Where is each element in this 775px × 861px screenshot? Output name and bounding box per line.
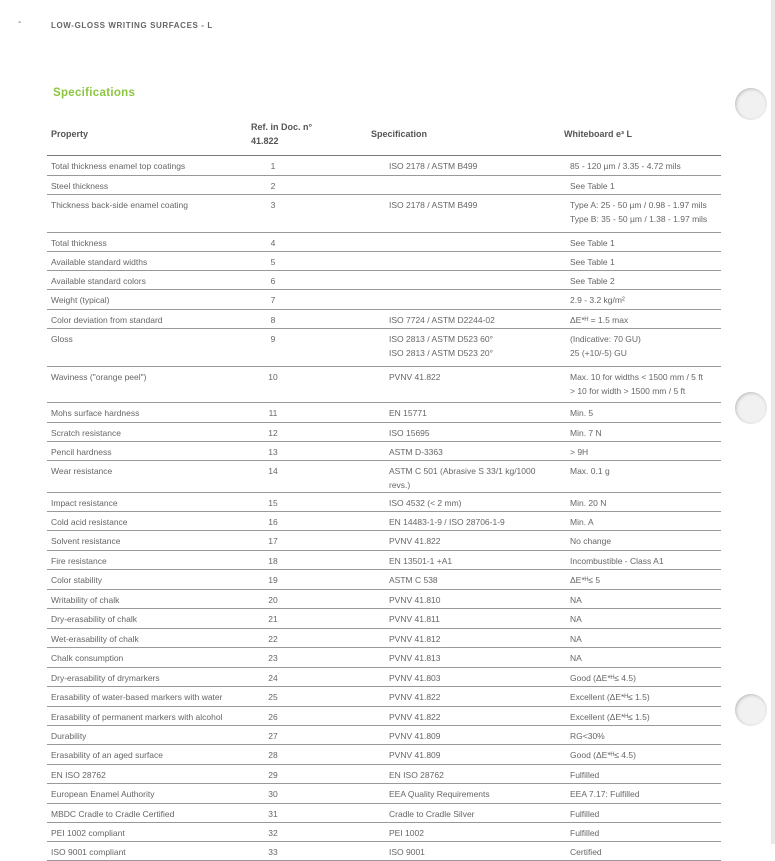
cell-value: 85 - 120 µm / 3.35 - 4.72 mils	[560, 156, 721, 176]
cell-specification: ISO 2813 / ASTM D523 60° ISO 2813 / ASTM D523 20°	[367, 329, 560, 367]
cell-specification: PVNV 41.822	[367, 367, 560, 403]
table-row	[47, 176, 721, 195]
table-row	[47, 726, 721, 745]
cell-value: Excellent (ΔE*ᴴ≤ 1.5)	[560, 687, 721, 707]
cell-ref: 28	[247, 745, 367, 765]
column-header-property: Property	[47, 113, 247, 156]
binder-hole-icon	[735, 88, 767, 120]
table-row	[47, 765, 721, 784]
cell-specification: PVNV 41.822	[367, 531, 560, 551]
cell-specification: ASTM C 501 (Abrasive S 33/1 kg/1000 revs.)	[367, 461, 560, 493]
cell-ref: 16	[247, 512, 367, 531]
table-row	[47, 823, 721, 842]
cell-ref: 7	[247, 290, 367, 310]
table-row	[47, 493, 721, 512]
cell-value: 2.9 - 3.2 kg/m²	[560, 290, 721, 310]
cell-ref: 26	[247, 707, 367, 726]
cell-value: ΔE*ᴴ = 1.5 max	[560, 310, 721, 329]
cell-value: Fulfilled	[560, 823, 721, 842]
cell-property: Available standard colors	[47, 271, 247, 290]
cell-property: Impact resistance	[47, 493, 247, 512]
cell-value: Min. 7 N	[560, 423, 721, 442]
cell-ref: 8	[247, 310, 367, 329]
document-header-title: LOW-GLOSS WRITING SURFACES - L	[51, 21, 213, 30]
table-row	[47, 609, 721, 629]
cell-ref: 25	[247, 687, 367, 707]
cell-ref: 30	[247, 784, 367, 804]
cell-property: Gloss	[47, 329, 247, 367]
table-row	[47, 784, 721, 804]
cell-ref: 23	[247, 648, 367, 668]
cell-specification: PVNV 41.811	[367, 609, 560, 629]
table-row	[47, 707, 721, 726]
cell-value: > 9H	[560, 442, 721, 461]
binder-hole-icon	[735, 392, 767, 424]
cell-value: (Indicative: 70 GU) 25 (+10/-5) GU	[560, 329, 721, 367]
cell-specification: ASTM D-3363	[367, 442, 560, 461]
table-row	[47, 842, 721, 861]
cell-value: NA	[560, 590, 721, 609]
cell-ref: 17	[247, 531, 367, 551]
cell-specification	[367, 176, 560, 195]
cell-ref: 24	[247, 668, 367, 687]
cell-ref: 15	[247, 493, 367, 512]
cell-value: NA	[560, 648, 721, 668]
cell-property: Scratch resistance	[47, 423, 247, 442]
cell-value: NA	[560, 609, 721, 629]
cell-specification: ISO 9001	[367, 842, 560, 861]
cell-value: Certified	[560, 842, 721, 861]
cell-ref: 5	[247, 252, 367, 271]
table-header-row	[47, 113, 721, 156]
cell-value: See Table 1	[560, 176, 721, 195]
cell-ref: 10	[247, 367, 367, 403]
cell-specification: EN 15771	[367, 403, 560, 423]
cell-specification	[367, 271, 560, 290]
cell-property: Waviness ("orange peel")	[47, 367, 247, 403]
cell-specification: ISO 4532 (< 2 mm)	[367, 493, 560, 512]
cell-value: Min. 5	[560, 403, 721, 423]
cell-specification	[367, 252, 560, 271]
table-row	[47, 233, 721, 252]
table-row	[47, 551, 721, 570]
cell-specification: PEI 1002	[367, 823, 560, 842]
table-row	[47, 590, 721, 609]
table-row	[47, 629, 721, 648]
cell-property: EN ISO 28762	[47, 765, 247, 784]
cell-specification: PVNV 41.810	[367, 590, 560, 609]
cell-property: Solvent resistance	[47, 531, 247, 551]
cell-value: ΔE*ᴴ≤ 5	[560, 570, 721, 590]
cell-value: See Table 2	[560, 271, 721, 290]
cell-property: Fire resistance	[47, 551, 247, 570]
cell-ref: 22	[247, 629, 367, 648]
cell-value: No change	[560, 531, 721, 551]
table-row	[47, 687, 721, 707]
cell-property: Pencil hardness	[47, 442, 247, 461]
cell-specification: ISO 2178 / ASTM B499	[367, 156, 560, 176]
table-row	[47, 442, 721, 461]
cell-value: Min. 20 N	[560, 493, 721, 512]
cell-specification: PVNV 41.812	[367, 629, 560, 648]
cell-specification: PVNV 41.813	[367, 648, 560, 668]
cell-value: Min. A	[560, 512, 721, 531]
cell-property: Cold acid resistance	[47, 512, 247, 531]
table-row	[47, 367, 721, 403]
cell-property: Available standard widths	[47, 252, 247, 271]
cell-ref: 6	[247, 271, 367, 290]
cell-property: MBDC Cradle to Cradle Certified	[47, 804, 247, 823]
column-header-ref-line1: Ref. in Doc. n°	[251, 122, 313, 132]
cell-ref: 14	[247, 461, 367, 493]
table-row	[47, 512, 721, 531]
cell-specification: PVNV 41.822	[367, 687, 560, 707]
cell-value: Incombustible - Class A1	[560, 551, 721, 570]
cell-specification: PVNV 41.803	[367, 668, 560, 687]
cell-ref: 33	[247, 842, 367, 861]
cell-value: RG<30%	[560, 726, 721, 745]
cell-property: Writability of chalk	[47, 590, 247, 609]
cell-property: European Enamel Authority	[47, 784, 247, 804]
header-dash: -	[18, 17, 22, 28]
column-header-ref	[247, 113, 367, 156]
cell-ref: 29	[247, 765, 367, 784]
cell-property: Color deviation from standard	[47, 310, 247, 329]
cell-property: Dry-erasability of chalk	[47, 609, 247, 629]
column-header-specification: Specification	[367, 113, 560, 156]
cell-value: Fulfilled	[560, 765, 721, 784]
cell-property: ISO 9001 compliant	[47, 842, 247, 861]
table-row	[47, 668, 721, 687]
cell-value: Max. 0.1 g	[560, 461, 721, 493]
cell-ref: 11	[247, 403, 367, 423]
section-title: Specifications	[53, 87, 136, 99]
cell-specification: EN 14483-1-9 / ISO 28706-1-9	[367, 512, 560, 531]
cell-ref: 27	[247, 726, 367, 745]
cell-value: Fulfilled	[560, 804, 721, 823]
table-row	[47, 252, 721, 271]
cell-value: EEA 7.17: Fulfilled	[560, 784, 721, 804]
table-row	[47, 531, 721, 551]
cell-ref: 32	[247, 823, 367, 842]
cell-property: Mohs surface hardness	[47, 403, 247, 423]
cell-specification: EEA Quality Requirements	[367, 784, 560, 804]
table-row	[47, 156, 721, 176]
cell-ref: 19	[247, 570, 367, 590]
cell-value: See Table 1	[560, 233, 721, 252]
table-row	[47, 271, 721, 290]
table-row	[47, 648, 721, 668]
cell-specification: EN 13501-1 +A1	[367, 551, 560, 570]
cell-property: Wet-erasability of chalk	[47, 629, 247, 648]
table-row	[47, 804, 721, 823]
cell-ref: 18	[247, 551, 367, 570]
cell-specification: EN ISO 28762	[367, 765, 560, 784]
cell-specification	[367, 290, 560, 310]
cell-value: Good (ΔE*ᴴ≤ 4.5)	[560, 745, 721, 765]
cell-property: Chalk consumption	[47, 648, 247, 668]
table-body	[47, 156, 721, 861]
column-header-value: Whiteboard e³ L	[560, 113, 721, 156]
cell-ref: 31	[247, 804, 367, 823]
cell-property: Erasability of an aged surface	[47, 745, 247, 765]
cell-property: Thickness back-side enamel coating	[47, 195, 247, 233]
cell-ref: 21	[247, 609, 367, 629]
column-header-ref-line2: 41.822	[251, 136, 279, 146]
cell-property: Color stability	[47, 570, 247, 590]
cell-specification: PVNV 41.809	[367, 745, 560, 765]
cell-property: PEI 1002 compliant	[47, 823, 247, 842]
table-row	[47, 329, 721, 367]
table-row	[47, 570, 721, 590]
cell-specification: PVNV 41.822	[367, 707, 560, 726]
cell-property: Dry-erasability of drymarkers	[47, 668, 247, 687]
cell-property: Erasability of permanent markers with alcohol	[47, 707, 247, 726]
cell-specification: PVNV 41.809	[367, 726, 560, 745]
cell-specification: ISO 7724 / ASTM D2244-02	[367, 310, 560, 329]
table-row	[47, 423, 721, 442]
cell-specification	[367, 233, 560, 252]
binder-hole-icon	[735, 694, 767, 726]
cell-value: Good (ΔE*ᴴ≤ 4.5)	[560, 668, 721, 687]
cell-specification: ASTM C 538	[367, 570, 560, 590]
cell-ref: 12	[247, 423, 367, 442]
cell-ref: 1	[247, 156, 367, 176]
cell-ref: 9	[247, 329, 367, 367]
cell-property: Erasability of water-based markers with water	[47, 687, 247, 707]
table-row	[47, 461, 721, 493]
cell-property: Durability	[47, 726, 247, 745]
cell-value: Type A: 25 - 50 µm / 0.98 - 1.97 mils Type B: 35 - 50 µm / 1.38 - 1.97 mils	[560, 195, 721, 233]
cell-value: NA	[560, 629, 721, 648]
cell-specification: Cradle to Cradle Silver	[367, 804, 560, 823]
cell-ref: 2	[247, 176, 367, 195]
cell-property: Total thickness enamel top coatings	[47, 156, 247, 176]
table-row	[47, 403, 721, 423]
cell-specification: ISO 2178 / ASTM B499	[367, 195, 560, 233]
cell-ref: 4	[247, 233, 367, 252]
table-row	[47, 745, 721, 765]
cell-specification: ISO 15695	[367, 423, 560, 442]
cell-ref: 3	[247, 195, 367, 233]
cell-property: Steel thickness	[47, 176, 247, 195]
specifications-table	[47, 113, 721, 861]
cell-value: Max. 10 for widths < 1500 mm / 5 ft > 10 for width > 1500 mm / 5 ft	[560, 367, 721, 403]
cell-property: Total thickness	[47, 233, 247, 252]
table-row	[47, 290, 721, 310]
cell-property: Weight (typical)	[47, 290, 247, 310]
table-row	[47, 310, 721, 329]
cell-ref: 20	[247, 590, 367, 609]
cell-ref: 13	[247, 442, 367, 461]
table-row	[47, 195, 721, 233]
cell-property: Wear resistance	[47, 461, 247, 493]
cell-value: See Table 1	[560, 252, 721, 271]
cell-value: Excellent (ΔE*ᴴ≤ 1.5)	[560, 707, 721, 726]
page-edge	[771, 0, 775, 844]
